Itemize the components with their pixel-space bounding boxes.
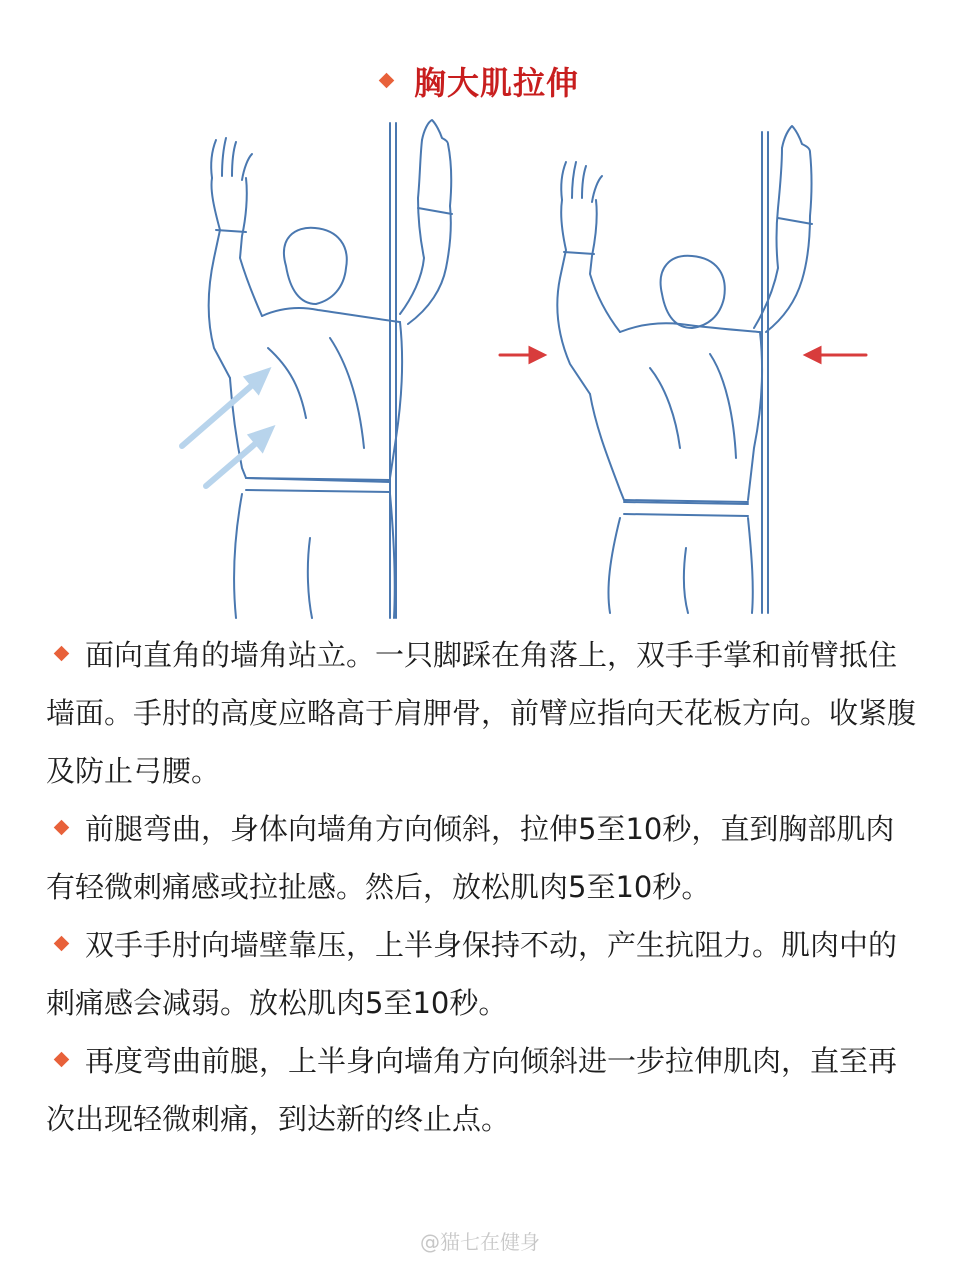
instruction-text-4: 再度弯曲前腿，上半身向墙角方向倾斜进一步拉伸肌肉，直至再次出现轻微刺痛，到达新的终止点。 — [46, 1044, 898, 1136]
push-arrows-red — [500, 348, 866, 362]
diamond-bullet-icon — [54, 1051, 70, 1067]
title-text: 胸大肌拉伸 — [413, 64, 579, 102]
diamond-bullet-icon — [54, 645, 70, 661]
figure-left — [209, 120, 452, 618]
instruction-text — [46, 626, 916, 1148]
instruction-step-2 — [46, 800, 916, 916]
instruction-step-1 — [46, 626, 916, 800]
instruction-text-2: 前腿弯曲，身体向墙角方向倾斜，拉伸5至10秒，直到胸部肌肉有轻微刺痛感或拉扯感。然后，放松肌肉5至10秒。 — [46, 812, 895, 904]
stretch-illustration — [150, 118, 890, 623]
figure-right — [557, 126, 812, 613]
instruction-text-3: 双手手肘向墙壁靠压，上半身保持不动，产生抗阻力。肌肉中的刺痛感会减弱。放松肌肉5至10秒。 — [46, 928, 898, 1020]
diamond-icon — [379, 72, 395, 88]
push-arrows-blue — [182, 372, 270, 486]
instruction-step-4 — [46, 1032, 916, 1148]
diamond-bullet-icon — [54, 935, 70, 951]
instruction-text-1: 面向直角的墙角站立。一只脚踩在角落上，双手手掌和前臂抵住墙面。手肘的高度应略高于肩胛骨，前臂应指向天花板方向。收紧腹及防止弓腰。 — [46, 638, 917, 788]
diamond-bullet-icon — [54, 819, 70, 835]
page-title — [0, 58, 960, 104]
watermark: @猫七在健身 — [420, 1230, 540, 1254]
instruction-step-3 — [46, 916, 916, 1032]
